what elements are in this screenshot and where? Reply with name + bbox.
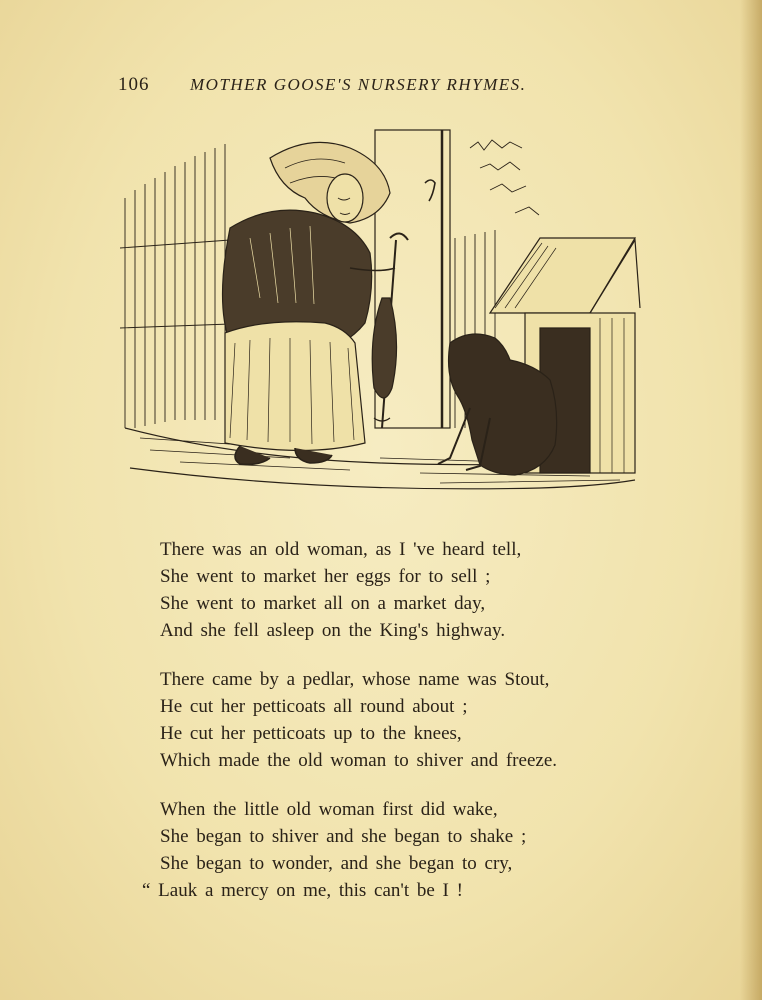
verse-line: He cut her petticoats up to the knees,: [160, 723, 462, 744]
verse-line: When the little old woman first did wake,: [160, 799, 498, 820]
old-woman-and-dog-engraving: [120, 128, 642, 504]
stanza-3: [142, 796, 630, 904]
stanza-2: [160, 666, 630, 774]
running-title: MOTHER GOOSE'S NURSERY RHYMES.: [190, 75, 527, 94]
verse-line: She went to market her eggs for to sell ;: [160, 566, 491, 587]
poem: [142, 536, 630, 926]
verse-line: “ Lauk a mercy on me, this can't be I !: [142, 880, 463, 901]
verse-line: He cut her petticoats all round about ;: [160, 696, 468, 717]
verse-line: She went to market all on a market day,: [160, 593, 486, 614]
verse-line: Which made the old woman to shiver and freeze.: [160, 750, 557, 771]
verse-line: There came by a pedlar, whose name was Stout,: [160, 669, 550, 690]
verse-line: And she fell asleep on the King's highway.: [160, 620, 506, 641]
page-header: [118, 74, 588, 96]
verse-line: She began to wonder, and she began to cry,: [160, 853, 513, 874]
engraving-illustration: [120, 128, 642, 504]
page-number: 106: [118, 74, 150, 95]
verse-line: She began to shiver and she began to shake ;: [160, 826, 527, 847]
stanza-1: [160, 536, 630, 644]
verse-line: There was an old woman, as I 've heard tell,: [160, 539, 522, 560]
